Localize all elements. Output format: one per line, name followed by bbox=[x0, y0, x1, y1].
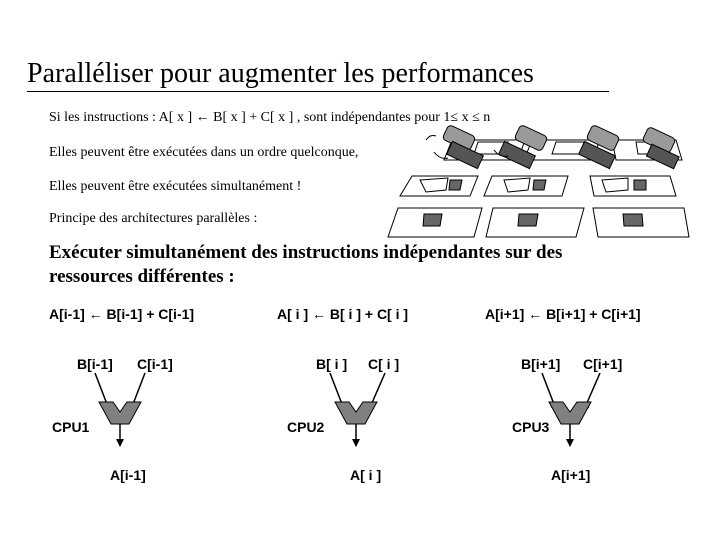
cpu3-alu-shape bbox=[549, 402, 591, 424]
cpu2-label: CPU2 bbox=[287, 419, 325, 435]
cpu1-output: A[i-1] bbox=[110, 467, 146, 483]
text-line-3: Elles peuvent être exécutées simultanément ! bbox=[49, 179, 302, 194]
cpu1-equation: A[i-1] ← B[i-1] + C[i-1] bbox=[49, 306, 195, 322]
cpu1-label: CPU1 bbox=[52, 419, 90, 435]
cpu3-output: A[i+1] bbox=[551, 467, 591, 483]
cpu2-alu-shape bbox=[335, 402, 377, 424]
cpu3-equation: A[i+1] ← B[i+1] + C[i+1] bbox=[485, 306, 641, 322]
cpu2-output: A[ i ] bbox=[350, 467, 382, 483]
cpu3-diagram bbox=[542, 373, 600, 446]
heading-line-1: Exécuter simultanément des instructions indépendantes sur des bbox=[49, 242, 563, 263]
text-line-1: Si les instructions : A[ x ] ← B[ x ] + C[ x ] , sont indépendantes pour 1≤ x ≤ n bbox=[49, 110, 491, 125]
slide-title: Paralléliser pour augmenter les performances bbox=[27, 58, 534, 89]
cpu2-diagram bbox=[330, 373, 385, 446]
cpu1-input-c: C[i-1] bbox=[137, 356, 173, 372]
cpu1-input-b: B[i-1] bbox=[77, 356, 113, 372]
text-line-4: Principe des architectures parallèles : bbox=[49, 211, 258, 226]
heading-line-2: ressources différentes : bbox=[49, 266, 235, 287]
cpu2-input-c: C[ i ] bbox=[368, 356, 400, 372]
cpu3-input-c: C[i+1] bbox=[583, 356, 623, 372]
cpu3-input-b: B[i+1] bbox=[521, 356, 561, 372]
cpu1-diagram bbox=[95, 373, 145, 446]
cpu3-label: CPU3 bbox=[512, 419, 550, 435]
cpu1-alu-shape bbox=[99, 402, 141, 424]
cpu2-equation: A[ i ] ← B[ i ] + C[ i ] bbox=[277, 306, 409, 322]
text-line-2: Elles peuvent être exécutées dans un ordre quelconque, bbox=[49, 145, 359, 160]
cpu2-input-b: B[ i ] bbox=[316, 356, 348, 372]
sheet-row-bottom bbox=[388, 208, 689, 237]
sheet-row-middle bbox=[400, 176, 676, 196]
parallel-stamps-illustration bbox=[388, 124, 689, 237]
